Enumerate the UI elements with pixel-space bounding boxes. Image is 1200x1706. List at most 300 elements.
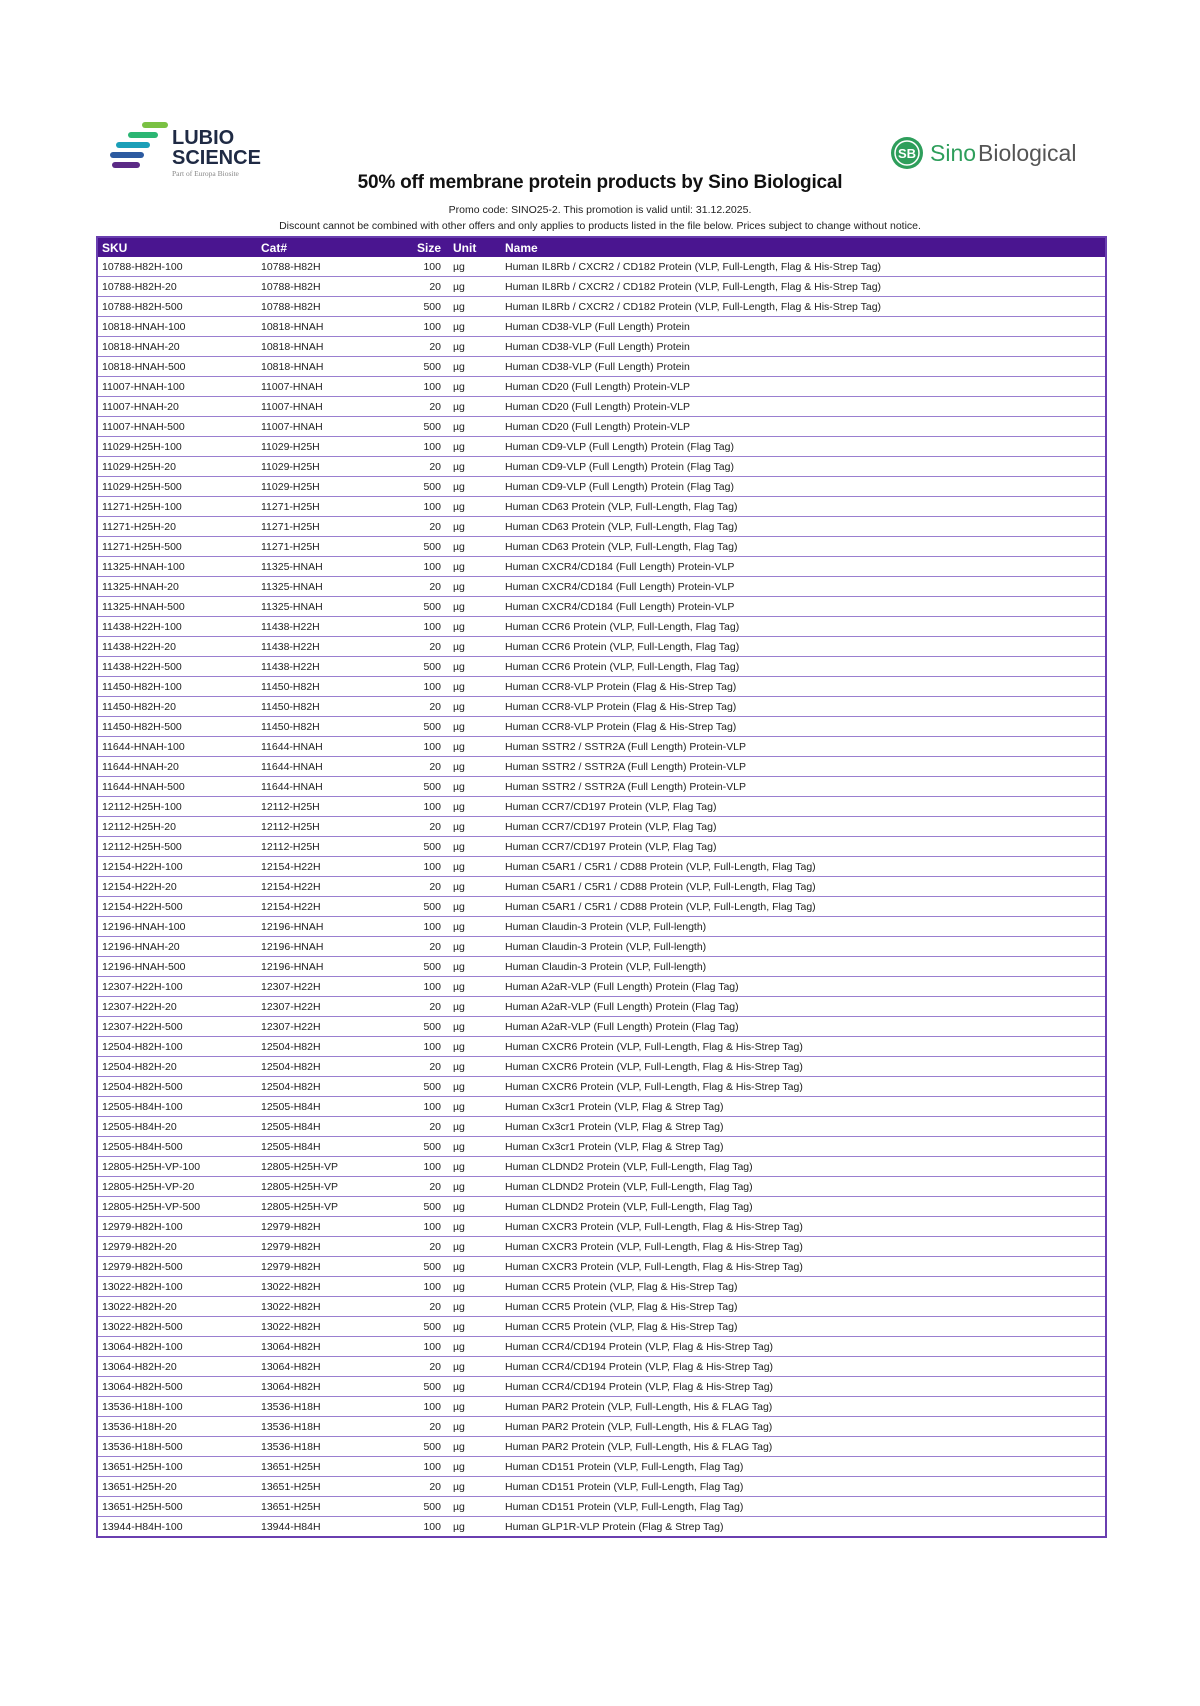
size-cell: 20 bbox=[385, 1357, 449, 1377]
unit-cell: µg bbox=[449, 1097, 501, 1117]
unit-cell: µg bbox=[449, 1077, 501, 1097]
name-cell: Human CD38-VLP (Full Length) Protein bbox=[501, 357, 1106, 377]
table-row bbox=[97, 737, 1106, 757]
name-cell: Human A2aR-VLP (Full Length) Protein (Flag Tag) bbox=[501, 1017, 1106, 1037]
unit-cell: µg bbox=[449, 1337, 501, 1357]
sino-badge-text: SB bbox=[897, 146, 917, 161]
unit-cell: µg bbox=[449, 1197, 501, 1217]
name-cell: Human CCR5 Protein (VLP, Flag & His-Strep Tag) bbox=[501, 1297, 1106, 1317]
name-cell: Human C5AR1 / C5R1 / CD88 Protein (VLP, Full-Length, Flag Tag) bbox=[501, 897, 1106, 917]
size-cell: 20 bbox=[385, 277, 449, 297]
size-cell: 20 bbox=[385, 817, 449, 837]
name-cell: Human PAR2 Protein (VLP, Full-Length, His & FLAG Tag) bbox=[501, 1437, 1106, 1457]
table-row bbox=[97, 1377, 1106, 1397]
size-cell: 500 bbox=[385, 897, 449, 917]
sku-cell: 13651-H25H-500 bbox=[97, 1497, 257, 1517]
sku-cell: 11450-H82H-20 bbox=[97, 697, 257, 717]
sku-cell: 13651-H25H-100 bbox=[97, 1457, 257, 1477]
cat-cell: 13064-H82H bbox=[257, 1357, 385, 1377]
sku-cell: 13064-H82H-20 bbox=[97, 1357, 257, 1377]
sku-cell: 12196-HNAH-100 bbox=[97, 917, 257, 937]
size-cell: 20 bbox=[385, 1237, 449, 1257]
name-cell: Human CCR6 Protein (VLP, Full-Length, Flag Tag) bbox=[501, 637, 1106, 657]
cat-cell: 12112-H25H bbox=[257, 797, 385, 817]
size-cell: 100 bbox=[385, 557, 449, 577]
unit-cell: µg bbox=[449, 1117, 501, 1137]
column-header-cat: Cat# bbox=[257, 237, 385, 257]
unit-cell: µg bbox=[449, 637, 501, 657]
sku-cell: 11029-H25H-20 bbox=[97, 457, 257, 477]
unit-cell: µg bbox=[449, 877, 501, 897]
unit-cell: µg bbox=[449, 1417, 501, 1437]
size-cell: 500 bbox=[385, 297, 449, 317]
name-cell: Human CD9-VLP (Full Length) Protein (Flag Tag) bbox=[501, 477, 1106, 497]
sku-cell: 12112-H25H-100 bbox=[97, 797, 257, 817]
sku-cell: 10788-H82H-100 bbox=[97, 257, 257, 277]
sku-cell: 12196-HNAH-500 bbox=[97, 957, 257, 977]
cat-cell: 11007-HNAH bbox=[257, 417, 385, 437]
cat-cell: 10788-H82H bbox=[257, 297, 385, 317]
cat-cell: 12154-H22H bbox=[257, 857, 385, 877]
table-row bbox=[97, 1037, 1106, 1057]
table-row bbox=[97, 1237, 1106, 1257]
column-header-name: Name bbox=[501, 237, 1106, 257]
sku-cell: 11644-HNAH-500 bbox=[97, 777, 257, 797]
cat-cell: 11438-H22H bbox=[257, 657, 385, 677]
size-cell: 500 bbox=[385, 837, 449, 857]
sku-cell: 11450-H82H-100 bbox=[97, 677, 257, 697]
sku-cell: 11007-HNAH-500 bbox=[97, 417, 257, 437]
size-cell: 20 bbox=[385, 637, 449, 657]
unit-cell: µg bbox=[449, 337, 501, 357]
unit-cell: µg bbox=[449, 417, 501, 437]
name-cell: Human C5AR1 / C5R1 / CD88 Protein (VLP, Full-Length, Flag Tag) bbox=[501, 877, 1106, 897]
sku-cell: 11029-H25H-100 bbox=[97, 437, 257, 457]
column-header-sku: SKU bbox=[97, 237, 257, 257]
size-cell: 500 bbox=[385, 537, 449, 557]
size-cell: 500 bbox=[385, 1317, 449, 1337]
sku-cell: 11325-HNAH-500 bbox=[97, 597, 257, 617]
table-row bbox=[97, 277, 1106, 297]
cat-cell: 11438-H22H bbox=[257, 637, 385, 657]
size-cell: 20 bbox=[385, 1477, 449, 1497]
unit-cell: µg bbox=[449, 817, 501, 837]
size-cell: 20 bbox=[385, 1177, 449, 1197]
cat-cell: 11325-HNAH bbox=[257, 577, 385, 597]
document-title: 50% off membrane protein products by Sino Biological bbox=[357, 172, 843, 193]
table-row bbox=[97, 1297, 1106, 1317]
unit-cell: µg bbox=[449, 1477, 501, 1497]
table-row bbox=[97, 1457, 1106, 1477]
cat-cell: 12307-H22H bbox=[257, 977, 385, 997]
cat-cell: 13651-H25H bbox=[257, 1497, 385, 1517]
name-cell: Human CLDND2 Protein (VLP, Full-Length, Flag Tag) bbox=[501, 1157, 1106, 1177]
cat-cell: 11438-H22H bbox=[257, 617, 385, 637]
name-cell: Human CCR7/CD197 Protein (VLP, Flag Tag) bbox=[501, 837, 1106, 857]
unit-cell: µg bbox=[449, 617, 501, 637]
unit-cell: µg bbox=[449, 657, 501, 677]
unit-cell: µg bbox=[449, 577, 501, 597]
name-cell: Human CCR4/CD194 Protein (VLP, Flag & His-Strep Tag) bbox=[501, 1337, 1106, 1357]
size-cell: 20 bbox=[385, 397, 449, 417]
table-row bbox=[97, 297, 1106, 317]
disclaimer-line: Discount cannot be combined with other offers and only applies to products listed in the file below. Prices subject to change without notice. bbox=[279, 220, 921, 232]
table-row bbox=[97, 757, 1106, 777]
table-row bbox=[97, 1117, 1106, 1137]
cat-cell: 13022-H82H bbox=[257, 1297, 385, 1317]
cat-cell: 13064-H82H bbox=[257, 1337, 385, 1357]
cat-cell: 10818-HNAH bbox=[257, 357, 385, 377]
name-cell: Human Claudin-3 Protein (VLP, Full-length) bbox=[501, 957, 1106, 977]
table-row bbox=[97, 877, 1106, 897]
sku-cell: 13536-H18H-20 bbox=[97, 1417, 257, 1437]
cat-cell: 11029-H25H bbox=[257, 457, 385, 477]
table-row bbox=[97, 1097, 1106, 1117]
name-cell: Human SSTR2 / SSTR2A (Full Length) Protein-VLP bbox=[501, 757, 1106, 777]
sku-cell: 12505-H84H-500 bbox=[97, 1137, 257, 1157]
unit-cell: µg bbox=[449, 477, 501, 497]
name-cell: Human C5AR1 / C5R1 / CD88 Protein (VLP, Full-Length, Flag Tag) bbox=[501, 857, 1106, 877]
table-body bbox=[97, 257, 1106, 1537]
unit-cell: µg bbox=[449, 1137, 501, 1157]
sku-cell: 12505-H84H-20 bbox=[97, 1117, 257, 1137]
table-row bbox=[97, 377, 1106, 397]
size-cell: 20 bbox=[385, 1057, 449, 1077]
cat-cell: 10818-HNAH bbox=[257, 317, 385, 337]
cat-cell: 12504-H82H bbox=[257, 1037, 385, 1057]
unit-cell: µg bbox=[449, 277, 501, 297]
unit-cell: µg bbox=[449, 677, 501, 697]
name-cell: Human CXCR4/CD184 (Full Length) Protein-VLP bbox=[501, 597, 1106, 617]
sku-cell: 13944-H84H-100 bbox=[97, 1517, 257, 1538]
size-cell: 100 bbox=[385, 1457, 449, 1477]
cat-cell: 12307-H22H bbox=[257, 1017, 385, 1037]
table-row bbox=[97, 577, 1106, 597]
unit-cell: µg bbox=[449, 797, 501, 817]
sku-cell: 12504-H82H-100 bbox=[97, 1037, 257, 1057]
name-cell: Human CCR7/CD197 Protein (VLP, Flag Tag) bbox=[501, 797, 1106, 817]
unit-cell: µg bbox=[449, 257, 501, 277]
name-cell: Human CD63 Protein (VLP, Full-Length, Flag Tag) bbox=[501, 537, 1106, 557]
name-cell: Human CCR8-VLP Protein (Flag & His-Strep Tag) bbox=[501, 677, 1106, 697]
table-row bbox=[97, 357, 1106, 377]
unit-cell: µg bbox=[449, 977, 501, 997]
name-cell: Human CCR4/CD194 Protein (VLP, Flag & His-Strep Tag) bbox=[501, 1357, 1106, 1377]
size-cell: 100 bbox=[385, 1517, 449, 1538]
lubio-logo-tagline: Part of Europa Biosite bbox=[172, 169, 239, 178]
name-cell: Human CCR4/CD194 Protein (VLP, Flag & His-Strep Tag) bbox=[501, 1377, 1106, 1397]
unit-cell: µg bbox=[449, 597, 501, 617]
unit-cell: µg bbox=[449, 697, 501, 717]
cat-cell: 12505-H84H bbox=[257, 1097, 385, 1117]
table-row bbox=[97, 477, 1106, 497]
size-cell: 20 bbox=[385, 1117, 449, 1137]
sku-cell: 12307-H22H-100 bbox=[97, 977, 257, 997]
unit-cell: µg bbox=[449, 437, 501, 457]
unit-cell: µg bbox=[449, 997, 501, 1017]
size-cell: 20 bbox=[385, 1417, 449, 1437]
size-cell: 20 bbox=[385, 517, 449, 537]
size-cell: 500 bbox=[385, 1197, 449, 1217]
size-cell: 500 bbox=[385, 1437, 449, 1457]
cat-cell: 11450-H82H bbox=[257, 697, 385, 717]
unit-cell: µg bbox=[449, 1177, 501, 1197]
unit-cell: µg bbox=[449, 317, 501, 337]
sino-logo-text-b: Biological bbox=[978, 140, 1077, 166]
sku-cell: 11271-H25H-500 bbox=[97, 537, 257, 557]
cat-cell: 12979-H82H bbox=[257, 1237, 385, 1257]
size-cell: 500 bbox=[385, 1377, 449, 1397]
sku-cell: 12805-H25H-VP-20 bbox=[97, 1177, 257, 1197]
cat-cell: 11029-H25H bbox=[257, 477, 385, 497]
sku-cell: 10788-H82H-20 bbox=[97, 277, 257, 297]
table-row bbox=[97, 1417, 1106, 1437]
unit-cell: µg bbox=[449, 757, 501, 777]
cat-cell: 13944-H84H bbox=[257, 1517, 385, 1538]
unit-cell: µg bbox=[449, 857, 501, 877]
cat-cell: 12112-H25H bbox=[257, 817, 385, 837]
name-cell: Human PAR2 Protein (VLP, Full-Length, His & FLAG Tag) bbox=[501, 1417, 1106, 1437]
size-cell: 500 bbox=[385, 777, 449, 797]
sku-cell: 10788-H82H-500 bbox=[97, 297, 257, 317]
sku-cell: 12307-H22H-20 bbox=[97, 997, 257, 1017]
cat-cell: 11029-H25H bbox=[257, 437, 385, 457]
table-row bbox=[97, 457, 1106, 477]
sku-cell: 13022-H82H-20 bbox=[97, 1297, 257, 1317]
unit-cell: µg bbox=[449, 1357, 501, 1377]
size-cell: 100 bbox=[385, 1337, 449, 1357]
cat-cell: 13651-H25H bbox=[257, 1477, 385, 1497]
sku-cell: 10818-HNAH-500 bbox=[97, 357, 257, 377]
cat-cell: 12196-HNAH bbox=[257, 917, 385, 937]
cat-cell: 12504-H82H bbox=[257, 1057, 385, 1077]
sku-cell: 11438-H22H-100 bbox=[97, 617, 257, 637]
cat-cell: 13536-H18H bbox=[257, 1417, 385, 1437]
name-cell: Human CCR5 Protein (VLP, Flag & His-Strep Tag) bbox=[501, 1317, 1106, 1337]
sku-cell: 11438-H22H-20 bbox=[97, 637, 257, 657]
unit-cell: µg bbox=[449, 1457, 501, 1477]
sku-cell: 12505-H84H-100 bbox=[97, 1097, 257, 1117]
sku-cell: 12979-H82H-100 bbox=[97, 1217, 257, 1237]
unit-cell: µg bbox=[449, 297, 501, 317]
table-row bbox=[97, 317, 1106, 337]
size-cell: 500 bbox=[385, 417, 449, 437]
unit-cell: µg bbox=[449, 1157, 501, 1177]
table-row bbox=[97, 1257, 1106, 1277]
unit-cell: µg bbox=[449, 1057, 501, 1077]
unit-cell: µg bbox=[449, 957, 501, 977]
name-cell: Human SSTR2 / SSTR2A (Full Length) Protein-VLP bbox=[501, 737, 1106, 757]
name-cell: Human A2aR-VLP (Full Length) Protein (Flag Tag) bbox=[501, 977, 1106, 997]
cat-cell: 12805-H25H-VP bbox=[257, 1197, 385, 1217]
cat-cell: 13651-H25H bbox=[257, 1457, 385, 1477]
table-row bbox=[97, 657, 1106, 677]
table-row bbox=[97, 1397, 1106, 1417]
table-row bbox=[97, 917, 1106, 937]
sku-cell: 12979-H82H-20 bbox=[97, 1237, 257, 1257]
sku-cell: 12307-H22H-500 bbox=[97, 1017, 257, 1037]
cat-cell: 13536-H18H bbox=[257, 1397, 385, 1417]
table-row bbox=[97, 897, 1106, 917]
sku-cell: 12112-H25H-500 bbox=[97, 837, 257, 857]
column-header-size: Size bbox=[385, 237, 449, 257]
cat-cell: 11450-H82H bbox=[257, 677, 385, 697]
unit-cell: µg bbox=[449, 377, 501, 397]
name-cell: Human CCR6 Protein (VLP, Full-Length, Flag Tag) bbox=[501, 657, 1106, 677]
cat-cell: 12504-H82H bbox=[257, 1077, 385, 1097]
cat-cell: 12307-H22H bbox=[257, 997, 385, 1017]
sku-cell: 10818-HNAH-20 bbox=[97, 337, 257, 357]
sku-cell: 11450-H82H-500 bbox=[97, 717, 257, 737]
name-cell: Human CD38-VLP (Full Length) Protein bbox=[501, 317, 1106, 337]
size-cell: 20 bbox=[385, 1297, 449, 1317]
cat-cell: 13536-H18H bbox=[257, 1437, 385, 1457]
column-header-unit: Unit bbox=[449, 237, 501, 257]
name-cell: Human CXCR4/CD184 (Full Length) Protein-VLP bbox=[501, 577, 1106, 597]
unit-cell: µg bbox=[449, 717, 501, 737]
size-cell: 100 bbox=[385, 437, 449, 457]
size-cell: 100 bbox=[385, 677, 449, 697]
name-cell: Human Cx3cr1 Protein (VLP, Flag & Strep Tag) bbox=[501, 1137, 1106, 1157]
sku-cell: 11644-HNAH-100 bbox=[97, 737, 257, 757]
table-row bbox=[97, 977, 1106, 997]
sku-cell: 11271-H25H-20 bbox=[97, 517, 257, 537]
name-cell: Human CXCR4/CD184 (Full Length) Protein-VLP bbox=[501, 557, 1106, 577]
sku-cell: 12979-H82H-500 bbox=[97, 1257, 257, 1277]
table-row bbox=[97, 337, 1106, 357]
lubio-logo-line2: SCIENCE bbox=[172, 147, 261, 169]
unit-cell: µg bbox=[449, 837, 501, 857]
table-row bbox=[97, 517, 1106, 537]
cat-cell: 11450-H82H bbox=[257, 717, 385, 737]
size-cell: 500 bbox=[385, 597, 449, 617]
table-row bbox=[97, 1337, 1106, 1357]
size-cell: 100 bbox=[385, 497, 449, 517]
sku-cell: 11271-H25H-100 bbox=[97, 497, 257, 517]
name-cell: Human CCR7/CD197 Protein (VLP, Flag Tag) bbox=[501, 817, 1106, 837]
cat-cell: 12154-H22H bbox=[257, 897, 385, 917]
name-cell: Human CCR6 Protein (VLP, Full-Length, Flag Tag) bbox=[501, 617, 1106, 637]
cat-cell: 11644-HNAH bbox=[257, 757, 385, 777]
unit-cell: µg bbox=[449, 497, 501, 517]
size-cell: 100 bbox=[385, 797, 449, 817]
sku-cell: 12154-H22H-500 bbox=[97, 897, 257, 917]
name-cell: Human CD63 Protein (VLP, Full-Length, Flag Tag) bbox=[501, 517, 1106, 537]
size-cell: 100 bbox=[385, 977, 449, 997]
unit-cell: µg bbox=[449, 937, 501, 957]
table-row bbox=[97, 537, 1106, 557]
table-row bbox=[97, 417, 1106, 437]
size-cell: 20 bbox=[385, 757, 449, 777]
table-row bbox=[97, 617, 1106, 637]
cat-cell: 12979-H82H bbox=[257, 1217, 385, 1237]
cat-cell: 13022-H82H bbox=[257, 1277, 385, 1297]
table-row bbox=[97, 497, 1106, 517]
promo-code-line: Promo code: SINO25-2. This promotion is valid until: 31.12.2025. bbox=[448, 204, 752, 216]
cat-cell: 11271-H25H bbox=[257, 537, 385, 557]
name-cell: Human CD20 (Full Length) Protein-VLP bbox=[501, 377, 1106, 397]
table-row bbox=[97, 557, 1106, 577]
table-row bbox=[97, 1437, 1106, 1457]
cat-cell: 12505-H84H bbox=[257, 1137, 385, 1157]
sku-cell: 13064-H82H-500 bbox=[97, 1377, 257, 1397]
size-cell: 500 bbox=[385, 1137, 449, 1157]
unit-cell: µg bbox=[449, 397, 501, 417]
size-cell: 100 bbox=[385, 257, 449, 277]
unit-cell: µg bbox=[449, 1257, 501, 1277]
unit-cell: µg bbox=[449, 1317, 501, 1337]
sku-cell: 11438-H22H-500 bbox=[97, 657, 257, 677]
name-cell: Human CD9-VLP (Full Length) Protein (Flag Tag) bbox=[501, 457, 1106, 477]
unit-cell: µg bbox=[449, 1517, 501, 1538]
size-cell: 100 bbox=[385, 1157, 449, 1177]
name-cell: Human Claudin-3 Protein (VLP, Full-length) bbox=[501, 917, 1106, 937]
name-cell: Human CXCR6 Protein (VLP, Full-Length, Flag & His-Strep Tag) bbox=[501, 1077, 1106, 1097]
name-cell: Human CXCR6 Protein (VLP, Full-Length, Flag & His-Strep Tag) bbox=[501, 1037, 1106, 1057]
unit-cell: µg bbox=[449, 777, 501, 797]
unit-cell: µg bbox=[449, 1377, 501, 1397]
sku-cell: 11325-HNAH-20 bbox=[97, 577, 257, 597]
table-row bbox=[97, 1197, 1106, 1217]
name-cell: Human CXCR3 Protein (VLP, Full-Length, Flag & His-Strep Tag) bbox=[501, 1257, 1106, 1277]
cat-cell: 13022-H82H bbox=[257, 1317, 385, 1337]
name-cell: Human CD151 Protein (VLP, Full-Length, Flag Tag) bbox=[501, 1497, 1106, 1517]
size-cell: 20 bbox=[385, 697, 449, 717]
name-cell: Human CD151 Protein (VLP, Full-Length, Flag Tag) bbox=[501, 1477, 1106, 1497]
name-cell: Human CD38-VLP (Full Length) Protein bbox=[501, 337, 1106, 357]
cat-cell: 12196-HNAH bbox=[257, 937, 385, 957]
unit-cell: µg bbox=[449, 897, 501, 917]
size-cell: 20 bbox=[385, 997, 449, 1017]
size-cell: 500 bbox=[385, 1017, 449, 1037]
size-cell: 20 bbox=[385, 337, 449, 357]
name-cell: Human CXCR3 Protein (VLP, Full-Length, Flag & His-Strep Tag) bbox=[501, 1237, 1106, 1257]
cat-cell: 13064-H82H bbox=[257, 1377, 385, 1397]
cat-cell: 12505-H84H bbox=[257, 1117, 385, 1137]
sku-cell: 12154-H22H-100 bbox=[97, 857, 257, 877]
sku-cell: 11325-HNAH-100 bbox=[97, 557, 257, 577]
cat-cell: 11644-HNAH bbox=[257, 777, 385, 797]
size-cell: 100 bbox=[385, 917, 449, 937]
table-row bbox=[97, 1017, 1106, 1037]
size-cell: 100 bbox=[385, 857, 449, 877]
size-cell: 100 bbox=[385, 617, 449, 637]
table-row bbox=[97, 1477, 1106, 1497]
cat-cell: 12805-H25H-VP bbox=[257, 1177, 385, 1197]
unit-cell: µg bbox=[449, 1037, 501, 1057]
cat-cell: 10788-H82H bbox=[257, 277, 385, 297]
cat-cell: 11325-HNAH bbox=[257, 597, 385, 617]
table-row bbox=[97, 1217, 1106, 1237]
cat-cell: 12154-H22H bbox=[257, 877, 385, 897]
table-row bbox=[97, 777, 1106, 797]
cat-cell: 10788-H82H bbox=[257, 257, 385, 277]
cat-cell: 12112-H25H bbox=[257, 837, 385, 857]
size-cell: 500 bbox=[385, 657, 449, 677]
table-row bbox=[97, 1357, 1106, 1377]
cat-cell: 11325-HNAH bbox=[257, 557, 385, 577]
table-row bbox=[97, 717, 1106, 737]
sku-cell: 13064-H82H-100 bbox=[97, 1337, 257, 1357]
cat-cell: 11271-H25H bbox=[257, 517, 385, 537]
name-cell: Human IL8Rb / CXCR2 / CD182 Protein (VLP, Full-Length, Flag & His-Strep Tag) bbox=[501, 297, 1106, 317]
sku-cell: 10818-HNAH-100 bbox=[97, 317, 257, 337]
size-cell: 20 bbox=[385, 877, 449, 897]
sku-cell: 12805-H25H-VP-500 bbox=[97, 1197, 257, 1217]
unit-cell: µg bbox=[449, 517, 501, 537]
table-row bbox=[97, 857, 1106, 877]
name-cell: Human CXCR3 Protein (VLP, Full-Length, Flag & His-Strep Tag) bbox=[501, 1217, 1106, 1237]
